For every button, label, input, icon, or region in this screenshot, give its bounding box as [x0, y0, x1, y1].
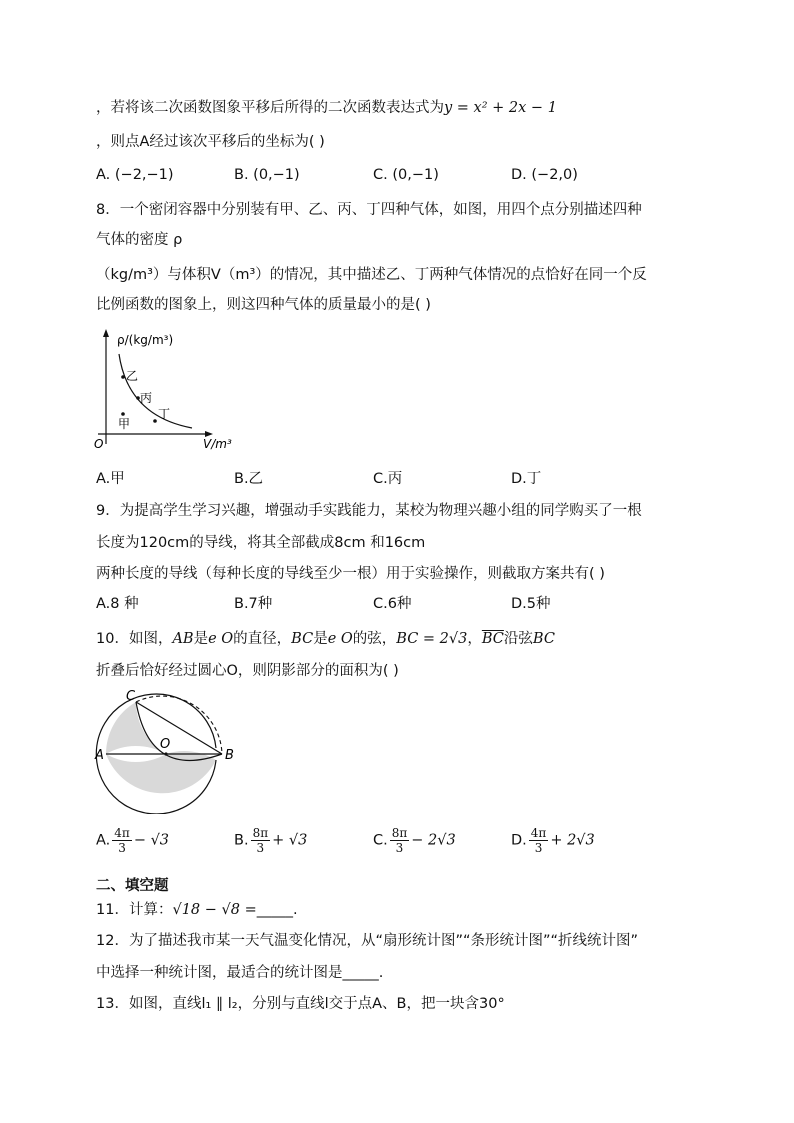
q8-option-b: B.乙 [234, 471, 264, 487]
denominator: 3 [534, 841, 543, 855]
q7-option-c: C. (0,−1) [373, 167, 439, 183]
q10-option-b [234, 826, 307, 855]
q10-bc: BC [291, 631, 314, 647]
origin-label: O [94, 437, 104, 451]
q9-line1: 9．为提高学生学习兴趣，增强动手实践能力，某校为物理兴趣小组的同学购买了一根 [96, 503, 642, 519]
q7-line1 [96, 98, 557, 118]
section-title: 二、填空题 [96, 878, 169, 894]
fraction [251, 826, 271, 855]
q9-line2: 长度为120cm的导线，将其全部截成8cm 和16cm [96, 535, 426, 551]
q10-option-a [96, 826, 169, 855]
label-c: C [126, 689, 136, 704]
q10-text: 是 [313, 631, 328, 647]
label-b: B [225, 748, 234, 763]
q10-text: 10．如图， [96, 631, 173, 647]
q7-option-b: B. (0,−1) [234, 167, 300, 183]
q7-option-a: A. (−2,−1) [96, 167, 174, 183]
option-letter: D. [511, 832, 527, 849]
q10-circle-o: e O [208, 631, 234, 647]
numerator: 8π [391, 826, 408, 840]
q10-text: ， [467, 631, 482, 647]
numerator: 4π [530, 826, 547, 840]
q12-line2: 中选择一种统计图，最适合的统计图是_____. [96, 965, 384, 981]
q11-blank: _____. [256, 902, 298, 918]
label-ding: 丁 [158, 407, 171, 421]
q10-option-c [373, 826, 456, 855]
q10-chord-bc: BC [532, 631, 555, 647]
q9-option-d: D.5种 [511, 596, 551, 612]
option-rest: + 2√3 [550, 832, 595, 849]
q10-line2: 折叠后恰好经过圆心O，则阴影部分的面积为( ) [96, 663, 399, 679]
fraction [390, 826, 410, 855]
denominator: 3 [395, 841, 404, 855]
option-letter: C. [373, 832, 388, 849]
q8-option-c: C.丙 [373, 471, 403, 487]
y-axis-label: ρ/(kg/m³) [117, 333, 174, 347]
option-rest: − √3 [133, 832, 170, 849]
option-letter: A. [96, 832, 111, 849]
q9-option-c: C.6种 [373, 596, 412, 612]
q9-option-b: B.7种 [234, 596, 273, 612]
shaded-region-lower [106, 751, 216, 793]
q13-line1: 13．如图，直线l₁ ∥ l₂，分别与直线l交于点A、B，把一块含30° [96, 996, 505, 1012]
q10-text: 的弦， [352, 631, 397, 647]
numerator: 8π [252, 826, 269, 840]
q11-line [96, 900, 298, 920]
numerator: 4π [114, 826, 130, 840]
point-yi [121, 375, 125, 379]
label-jia: 甲 [118, 417, 131, 431]
point-jia [121, 412, 125, 416]
option-rest: − 2√3 [411, 832, 456, 849]
q10-ab: AB [172, 631, 194, 647]
point-ding [153, 419, 157, 423]
q10-text: 是 [193, 631, 209, 647]
q8-density-graph [92, 324, 242, 454]
option-rest: + √3 [272, 832, 308, 849]
q7-option-d: D. (−2,0) [511, 167, 578, 183]
fraction [529, 826, 549, 855]
x-axis-label: V/m³ [203, 437, 232, 451]
q11-formula: √18 − √8 = [172, 902, 257, 918]
q7-line2: ，则点A经过该次平移后的坐标为( ) [96, 134, 325, 150]
label-bing: 丙 [140, 391, 153, 405]
q8-line3: （kg/m³）与体积V（m³）的情况，其中描述乙、丁两种气体情况的点恰好在同一个反 [96, 267, 647, 283]
q12-line1: 12．为了描述我市某一天气温变化情况，从“扇形统计图”“条形统计图”“折线统计图” [96, 933, 639, 949]
q11-prefix: 11．计算： [96, 902, 173, 918]
option-letter: B. [234, 832, 249, 849]
label-yi: 乙 [126, 369, 139, 383]
label-a: A [95, 748, 104, 763]
q10-text: 沿弦 [503, 631, 533, 647]
center-o [164, 752, 167, 755]
q9-option-a: A.8 种 [96, 596, 139, 612]
q8-option-a: A.甲 [96, 471, 125, 487]
q10-circle-figure [92, 686, 242, 814]
q9-line3: 两种长度的导线（每种长度的导线至少一根）用于实验操作，则截取方案共有( ) [96, 566, 605, 582]
q10-text: 的直径， [233, 631, 292, 647]
q8-option-d: D.丁 [511, 471, 542, 487]
q8-line1: 8．一个密闭容器中分别装有甲、乙、丙、丁四种气体，如图，用四个点分别描述四种 [96, 202, 642, 218]
denominator: 3 [118, 841, 126, 855]
label-o: O [160, 737, 171, 752]
q10-arc-bc: $\overline{BC}$ [481, 631, 504, 647]
q10-line1 [96, 629, 555, 649]
q10-circle-o: e O [327, 631, 353, 647]
q10-option-d [511, 826, 595, 855]
q7-line1-text: ，若将该二次函数图象平移后所得的二次函数表达式为 [96, 100, 444, 116]
q7-formula: y = x² + 2x − 1 [444, 100, 557, 116]
fraction [112, 826, 132, 855]
q8-line4: 比例函数的图象上，则这四种气体的质量最小的是( ) [96, 297, 431, 313]
q10-bc-value: BC = 2√3 [396, 631, 468, 647]
q8-line2: 气体的密度 ρ [96, 232, 183, 248]
y-axis-arrow [103, 329, 109, 337]
denominator: 3 [256, 841, 265, 855]
